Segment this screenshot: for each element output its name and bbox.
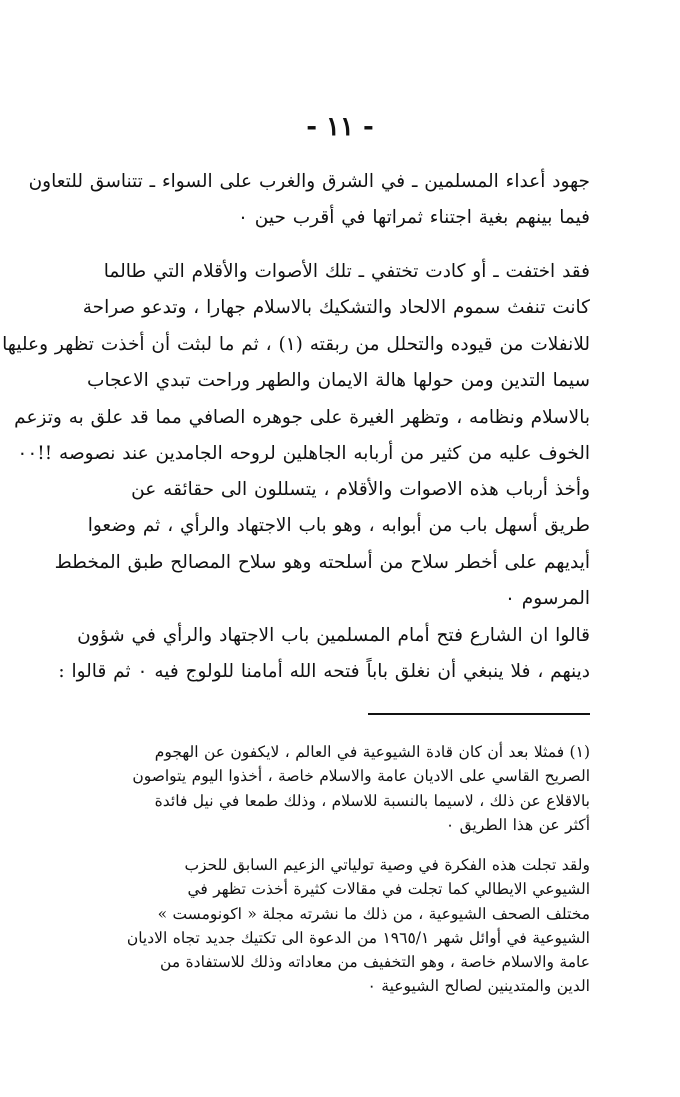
footnote-line: (١) فمثلا بعد أن كان قادة الشيوعية في العالم ، لايكفون عن الهجوم — [154, 743, 590, 761]
text-line: فقد اختفت ـ أو كادت تختفي ـ تلك الأصوات والأقلام التي طالما — [103, 261, 590, 282]
text-line: كانت تنفث سموم الالحاد والتشكيك بالاسلام جهارا ، وتدعو صراحة — [82, 297, 590, 319]
text-line: بالاسلام ونظامه ، وتظهر الغيرة على جوهره الصافي مما قد علق به وتزعم — [14, 406, 590, 428]
text-line: أيديهم على أخطر سلاح من أسلحته وهو سلاح المصالح طبق المخطط — [54, 551, 590, 573]
text-line: قالوا ان الشارع فتح أمام المسلمين باب الاجتهاد والرأي في شؤون — [77, 625, 590, 646]
text-line: الخوف عليه من كثير من أربابه الجاهلين لروحه الجامدين عند نصوصه !!٠٠ — [17, 443, 590, 465]
paragraph-2 — [2, 254, 590, 472]
footnote-line: الشيوعية في أوائل شهر ١٩٦٥/١ من الدعوة الى تكتيك جديد تجاه الاديان — [126, 928, 590, 947]
footnote-line: عامة والاسلام خاصة ، وهو التخفيف من معاداته وذلك للاستفادة من — [160, 953, 590, 972]
footnote-separator — [368, 713, 590, 715]
paragraph-1 — [28, 164, 590, 237]
footnote-line: أكثر عن هذا الطريق ٠ — [445, 815, 590, 834]
paragraph-3 — [54, 472, 590, 618]
footnote-line: بالاقلاع عن ذلك ، لاسيما بالنسبة للاسلام ، وذلك طمعا في نيل فائدة — [154, 791, 590, 810]
text-line: للانفلات من قيوده والتحلل من ربقته (١) ، ثم ما لبثت أن أخذت تظهر وعليها — [2, 333, 590, 355]
footnote-continuation — [96, 853, 590, 999]
page-number: - ١١ - — [306, 112, 374, 142]
text-line: دينهم ، فلا ينبغي أن نغلق باباً فتحه الله أمامنا للولوج فيه ٠ ثم قالوا : — [58, 661, 590, 683]
footnote-line: الدين والمتدينين لصالح الشيوعية ٠ — [367, 977, 590, 996]
footnote-line: الشيوعي الايطالي كما تجلت في مقالات كثيرة أخذت تظهر في — [187, 880, 590, 899]
text-line: طريق أسهل باب من أبوابه ، وهو باب الاجتهاد والرأي ، ثم وضعوا — [87, 515, 590, 537]
text-line: وأخذ أرباب هذه الاصوات والأقلام ، يتسللون الى حقائقه عن — [131, 479, 590, 500]
footnote-1 — [96, 740, 590, 837]
text-line: سيما التدين ومن حولها هالة الايمان والطهر وراحت تبدي الاعجاب — [87, 370, 590, 392]
text-line: فيما بينهم بغية اجتناء ثمراتها في أقرب حين ٠ — [237, 207, 590, 229]
footnote-line: مختلف الصحف الشيوعية ، من ذلك ما نشرته مجلة « اكونومست » — [157, 904, 590, 923]
footnote-line: الصريح القاسي على الاديان عامة والاسلام خاصة ، أخذوا اليوم يتواصون — [132, 767, 590, 786]
footnote-line: ولقد تجلت هذه الفكرة في وصية تولياتي الزعيم السابق للحزب — [184, 856, 590, 874]
paragraph-4 — [58, 618, 590, 691]
text-line: المرسوم ٠ — [504, 588, 590, 610]
text-line: جهود أعداء المسلمين ـ في الشرق والغرب على السواء ـ تتناسق للتعاون — [28, 171, 590, 192]
